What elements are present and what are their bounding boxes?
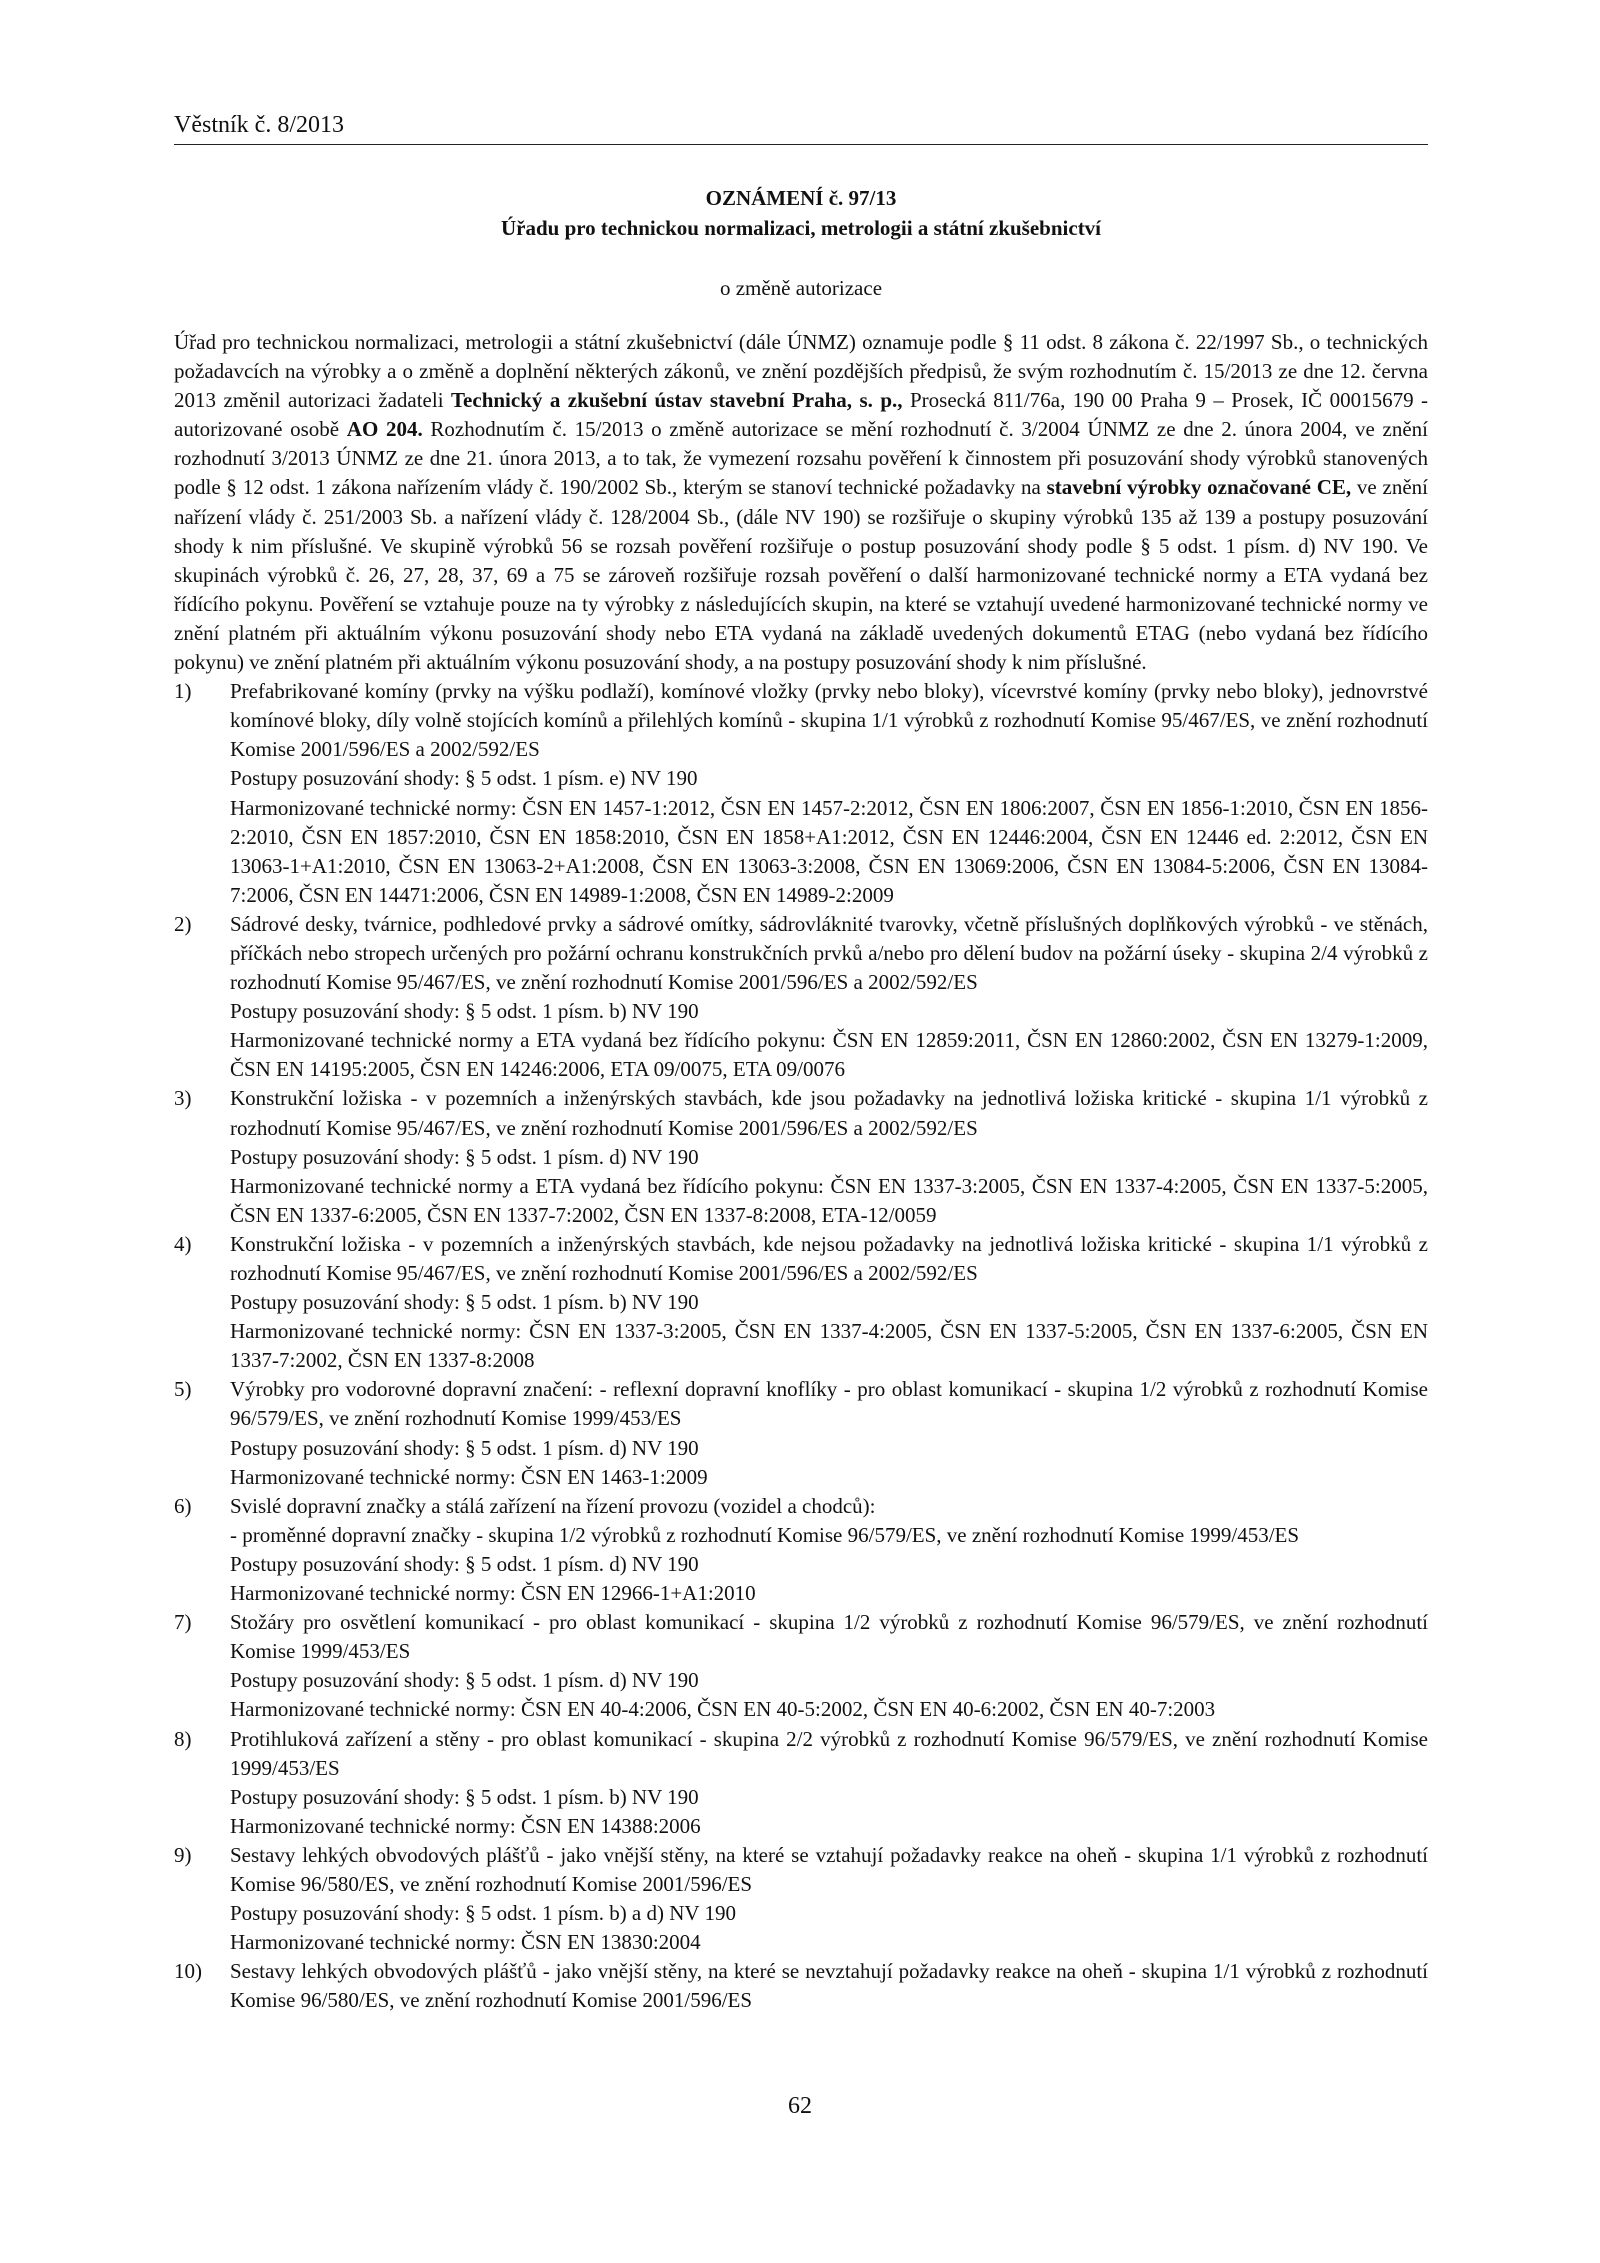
item-line: Harmonizované technické normy: ČSN EN 1457-1:2012, ČSN EN 1457-2:2012, ČSN EN 1806:2007, ČSN EN 1856-1:2010, ČSN EN 1856-2:2010, ČSN EN 1857:2010, ČSN EN 1858:2010, ČSN EN 1858+A1:2012, ČSN EN 12446:2004, ČSN EN 12446 ed. 2:2012, ČSN EN 13063-1+A1:2010, ČSN EN 13063-2+A1:2008, ČSN EN 13063-3:2008, ČSN EN 13069:2006, ČSN EN 13084-5:2006, ČSN EN 13084-7:2006, ČSN EN 14471:2006, ČSN EN 14989-1:2008, ČSN EN 14989-2:2009 <box>230 795 1428 907</box>
item-line: Harmonizované technické normy: ČSN EN 1337-3:2005, ČSN EN 1337-4:2005, ČSN EN 1337-5:2005, ČSN EN 1337-6:2005, ČSN EN 1337-7:2002, ČSN EN 1337-8:2008 <box>230 1319 1428 1373</box>
item-line: Sestavy lehkých obvodových plášťů - jako vnější stěny, na které se nevztahují požadavky reakce na oheň - skupina 1/1 výrobků z rozhodnutí Komise 96/580/ES, ve znění rozhodnutí Komise 2001/596/ES <box>230 1959 1428 2013</box>
item-number: 3) <box>174 1086 192 1111</box>
item-number: 9) <box>174 1842 192 1867</box>
item-line: Harmonizované technické normy: ČSN EN 40-4:2006, ČSN EN 40-5:2002, ČSN EN 40-6:2002, ČSN EN 40-7:2003 <box>230 1697 1216 1722</box>
list-item <box>174 1725 1428 1841</box>
journal-header: Věstník č. 8/2013 <box>174 110 1428 145</box>
list-item <box>174 910 1428 1085</box>
item-line: Harmonizované technické normy: ČSN EN 12966-1+A1:2010 <box>230 1581 756 1606</box>
item-number: 4) <box>174 1231 192 1256</box>
list-item <box>174 1375 1428 1491</box>
item-line: Konstrukční ložiska - v pozemních a inženýrských stavbách, kde jsou požadavky na jednotlivá ložiska kritické - skupina 1/1 výrobků z rozhodnutí Komise 95/467/ES, ve znění rozhodnutí Komise 2001/596/ES a 2002/592/ES <box>230 1086 1428 1140</box>
document-body <box>174 328 1428 2015</box>
item-line: Harmonizované technické normy: ČSN EN 1463-1:2009 <box>230 1464 708 1489</box>
item-line: Postupy posuzování shody: § 5 odst. 1 písm. d) NV 190 <box>230 1551 699 1576</box>
item-line: Harmonizované technické normy: ČSN EN 14388:2006 <box>230 1813 701 1838</box>
item-line: - proměnné dopravní značky - skupina 1/2 výrobků z rozhodnutí Komise 96/579/ES, ve znění rozhodnutí Komise 1999/453/ES <box>230 1522 1300 1547</box>
item-line: Harmonizované technické normy: ČSN EN 13830:2004 <box>230 1930 701 1955</box>
item-number: 5) <box>174 1377 192 1402</box>
item-line: Postupy posuzování shody: § 5 odst. 1 písm. b) NV 190 <box>230 1290 699 1315</box>
title-number: OZNÁMENÍ č. 97/13 <box>705 186 897 210</box>
item-line: Postupy posuzování shody: § 5 odst. 1 písm. e) NV 190 <box>230 766 698 791</box>
list-item <box>174 1492 1428 1608</box>
item-number: 10) <box>174 1959 202 1984</box>
item-line: Výrobky pro vodorovné dopravní značení: - reflexní dopravní knoflíky - pro oblast komunikací - skupina 1/2 výrobků z rozhodnutí Komise 96/579/ES, ve znění rozhodnutí Komise 1999/453/ES <box>230 1377 1428 1431</box>
intro-bold-products: stavební výrobky označované CE, <box>1046 475 1352 500</box>
item-line: Harmonizované technické normy a ETA vydaná bez řídícího pokynu: ČSN EN 12859:2011, ČSN EN 12860:2002, ČSN EN 13279-1:2009, ČSN EN 14195:2005, ČSN EN 14246:2006, ETA 09/0075, ETA 09/0076 <box>230 1028 1428 1082</box>
item-line: Prefabrikované komíny (prvky na výšku podlaží), komínové vložky (prvky nebo bloky), vícevrstvé komíny (prvky nebo bloky), jednovrstvé komínové bloky, díly volně stojících komínů a přilehlých komínů - skupina 1/1 výrobků z rozhodnutí Komise 95/467/ES, ve znění rozhodnutí Komise 2001/596/ES a 2002/592/ES <box>230 679 1428 762</box>
item-number: 6) <box>174 1493 192 1518</box>
item-line: Postupy posuzování shody: § 5 odst. 1 písm. b) NV 190 <box>230 999 699 1024</box>
intro-text-1: Úřad pro technickou normalizaci, metrologii a státní zkušebnictví (dále ÚNMZ) oznamuje podle § 11 odst. 8 zákona č. 22/1997 Sb., o technických požadavcích na výrobky a o změně a doplnění některých zákonů, ve znění pozdějších předpisů, že svým rozhodnutím č. 15/2013 ze dne 12. června 2013 změnil autorizaci žadateli <box>174 330 1428 413</box>
item-number: 8) <box>174 1726 192 1751</box>
item-line: Sádrové desky, tvárnice, podhledové prvky a sádrové omítky, sádrovláknité tvarovky, včetně příslušných doplňkových výrobků - ve stěnách, příčkách nebo stropech určených pro požární ochranu konstrukčních prvků a/nebo pro dělení budov na požární úseky - skupina 2/4 výrobků z rozhodnutí Komise 95/467/ES, ve znění rozhodnutí Komise 2001/596/ES a 2002/592/ES <box>230 911 1428 995</box>
title-issuer: Úřadu pro technickou normalizaci, metrologii a státní zkušebnictví <box>500 216 1102 240</box>
item-line: Postupy posuzování shody: § 5 odst. 1 písm. d) NV 190 <box>230 1435 699 1460</box>
announcement-subject: o změně autorizace <box>719 276 883 300</box>
item-line: Svislé dopravní značky a stálá zařízení na řízení provozu (vozidel a chodců): <box>230 1493 876 1518</box>
item-line: Stožáry pro osvětlení komunikací - pro oblast komunikací - skupina 1/2 výrobků z rozhodnutí Komise 96/579/ES, ve znění rozhodnutí Komise 1999/453/ES <box>230 1610 1428 1664</box>
item-number: 7) <box>174 1610 192 1635</box>
list-item <box>174 1957 1428 2015</box>
intro-paragraph <box>174 328 1428 677</box>
item-line: Harmonizované technické normy a ETA vydaná bez řídícího pokynu: ČSN EN 1337-3:2005, ČSN EN 1337-4:2005, ČSN EN 1337-5:2005, ČSN EN 1337-6:2005, ČSN EN 1337-7:2002, ČSN EN 1337-8:2008, ETA-12/0059 <box>230 1173 1428 1227</box>
list-item <box>174 1084 1428 1229</box>
list-item <box>174 1841 1428 1957</box>
intro-text-2: Prosecká 811/76a, 190 00 Praha 9 – Prosek, IČ 00015679 - autorizované osobě <box>174 388 1429 442</box>
list-item <box>174 1608 1428 1724</box>
intro-text-3: Rozhodnutím č. 15/2013 o změně autorizace se mění rozhodnutí č. 3/2004 ÚNMZ ze dne 2. února 2004, ve znění rozhodnutí 3/2013 ÚNMZ ze dne 21. února 2013, a to tak, že vymezení rozsahu pověření k činnostem při posuzování shody výrobků stanovených podle § 12 odst. 1 zákona nařízením vlády č. 190/2002 Sb., kterým se stanoví technické požadavky na <box>174 417 1428 500</box>
item-line: Postupy posuzování shody: § 5 odst. 1 písm. d) NV 190 <box>230 1144 699 1169</box>
intro-text-4: ve znění nařízení vlády č. 251/2003 Sb. a nařízení vlády č. 128/2004 Sb., (dále NV 190) se rozšiřuje o skupiny výrobků 135 až 139 a postupy posuzování shody k nim příslušné. Ve skupině výrobků 56 se rozsah pověření rozšiřuje o postup posuzování shody podle § 5 odst. 1 písm. d) NV 190. Ve skupinách výrobků č. 26, 27, 28, 37, 69 a 75 se zároveň rozšiřuje rozsah pověření o další harmonizované technické normy a ETA vydaná bez řídícího pokynu. Pověření se vztahuje pouze na ty výrobky z následujících skupin, na které se vztahují uvedené harmonizované technické normy ve znění platném při aktuálním výkonu posuzování shody nebo ETA vydaná na základě uvedených dokumentů ETAG (nebo vydaná bez řídícího pokynu) ve znění platném při aktuálním výkonu posuzování shody, a na postupy posuzování shody k nim příslušné. <box>174 475 1428 675</box>
item-line: Postupy posuzování shody: § 5 odst. 1 písm. b) NV 190 <box>230 1784 699 1809</box>
item-line: Protihluková zařízení a stěny - pro oblast komunikací - skupina 2/2 výrobků z rozhodnutí Komise 96/579/ES, ve znění rozhodnutí Komise 1999/453/ES <box>230 1726 1428 1780</box>
list-item <box>174 1230 1428 1375</box>
product-group-list <box>174 677 1428 2015</box>
item-number: 2) <box>174 911 192 936</box>
list-item <box>174 677 1428 910</box>
item-line: Postupy posuzování shody: § 5 odst. 1 písm. b) a d) NV 190 <box>230 1901 736 1926</box>
item-number: 1) <box>174 679 192 704</box>
page-number: 62 <box>788 2093 812 2119</box>
intro-bold-applicant: Technický a zkušební ústav stavební Praha, s. p., <box>450 388 903 413</box>
announcement-title <box>174 183 1428 243</box>
item-line: Sestavy lehkých obvodových plášťů - jako vnější stěny, na které se vztahují požadavky reakce na oheň - skupina 1/1 výrobků z rozhodnutí Komise 96/580/ES, ve znění rozhodnutí Komise 2001/596/ES <box>230 1842 1428 1896</box>
intro-bold-ao: AO 204. <box>346 417 423 442</box>
item-line: Konstrukční ložiska - v pozemních a inženýrských stavbách, kde nejsou požadavky na jednotlivá ložiska kritické - skupina 1/1 výrobků z rozhodnutí Komise 95/467/ES, ve znění rozhodnutí Komise 2001/596/ES a 2002/592/ES <box>230 1231 1428 1285</box>
item-line: Postupy posuzování shody: § 5 odst. 1 písm. d) NV 190 <box>230 1668 699 1693</box>
